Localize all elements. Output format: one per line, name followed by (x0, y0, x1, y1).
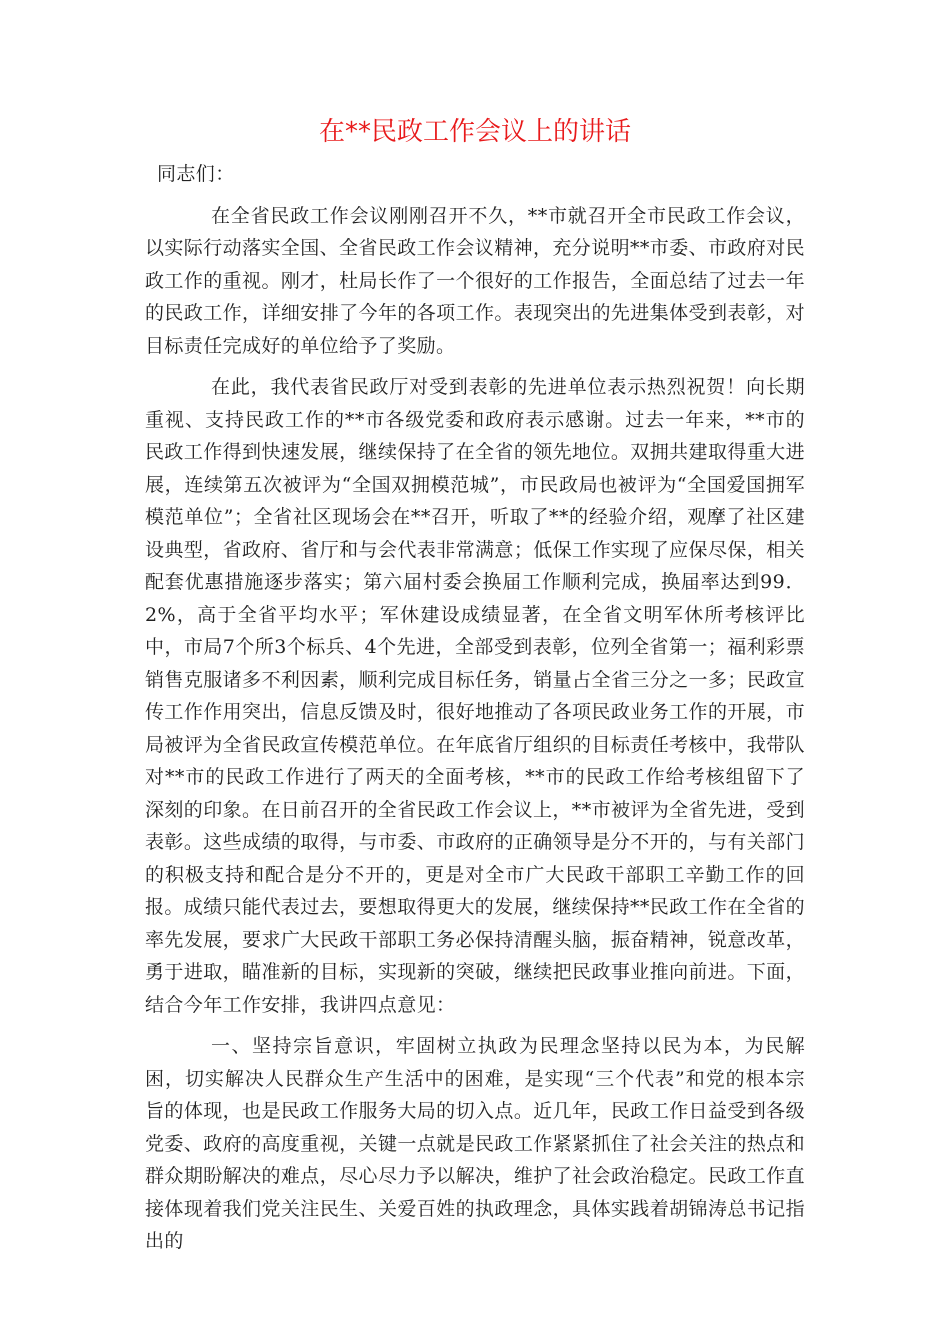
paragraph-3: 一、坚持宗旨意识，牢固树立执政为民理念坚持以民为本，为民解困，切实解决人民群众生产生活中的困难，是实现“三个代表”和党的根本宗旨的体现，也是民政工作服务大局的切入点。近几年，民政工作日益受到各级党委、政府的高度重视，关键一点就是民政工作紧紧抓住了社会关注的热点和群众期盼解决的难点，尽心尽力予以解决，维护了社会政治稳定。民政工作直接体现着我们党关注民生、关爱百姓的执政理念，具体实践着胡锦涛总书记指出的 (145, 1035, 805, 1252)
paragraph-1: 在全省民政工作会议刚刚召开不久，**市就召开全市民政工作会议，以实际行动落实全国、全省民政工作会议精神，充分说明**市委、市政府对民政工作的重视。刚才，杜局长作了一个很好的工作报告，全面总结了过去一年的民政工作，详细安排了今年的各项工作。表现突出的先进集体受到表彰，对目标责任完成好的单位给予了奖励。 (145, 204, 806, 357)
document-title: 在**民政工作会议上的讲话 (318, 117, 631, 147)
document-body (145, 158, 805, 1267)
salutation: 同志们： (157, 163, 235, 185)
paragraph-2: 在此，我代表省民政厅对受到表彰的先进单位表示热烈祝贺！向长期重视、支持民政工作的**市各级党委和政府表示感谢。过去一年来，**市的民政工作得到快速发展，继续保持了在全省的领先地位。双拥共建取得重大进展，连续第五次被评为“全国双拥模范城”，市民政局也被评为“全国爱国拥军模范单位”；全省社区现场会在**召开，听取了**的经验介绍，观摩了社区建设典型，省政府、省厅和与会代表非常满意；低保工作实现了应保尽保，相关配套优惠措施逐步落实；第六届村委会换届工作顺利完成，换届率达到99．2%，高于全省平均水平；军休建设成绩显著，在全省文明军休所考核评比中，市局7个所3个标兵、4个先进，全部受到表彰，位列全省第一；福利彩票销售克服诸多不利因素，顺利完成目标任务，销量占全省三分之一多；民政宣传工作作用突出，信息反馈及时，很好地推动了各项民政业务工作的开展，市局被评为全省民政宣传模范单位。在年底省厅组织的目标责任考核中，我带队对**市的民政工作进行了两天的全面考核，**市的民政工作给考核组留下了深刻的印象。在日前召开的全省民政工作会议上，**市被评为全省先进，受到表彰。这些成绩的取得，与市委、市政府的正确领导是分不开的，与有关部门的积极支持和配合是分不开的，更是对全市广大民政干部职工辛勤工作的回报。成绩只能代表过去，要想取得更大的发展，继续保持**民政工作在全省的率先发展，要求广大民政干部职工务必保持清醒头脑，振奋精神，锐意改革，勇于进取，瞄准新的目标，实现新的突破，继续把民政事业推向前进。下面，结合今年工作安排，我讲四点意见： (145, 376, 806, 1016)
